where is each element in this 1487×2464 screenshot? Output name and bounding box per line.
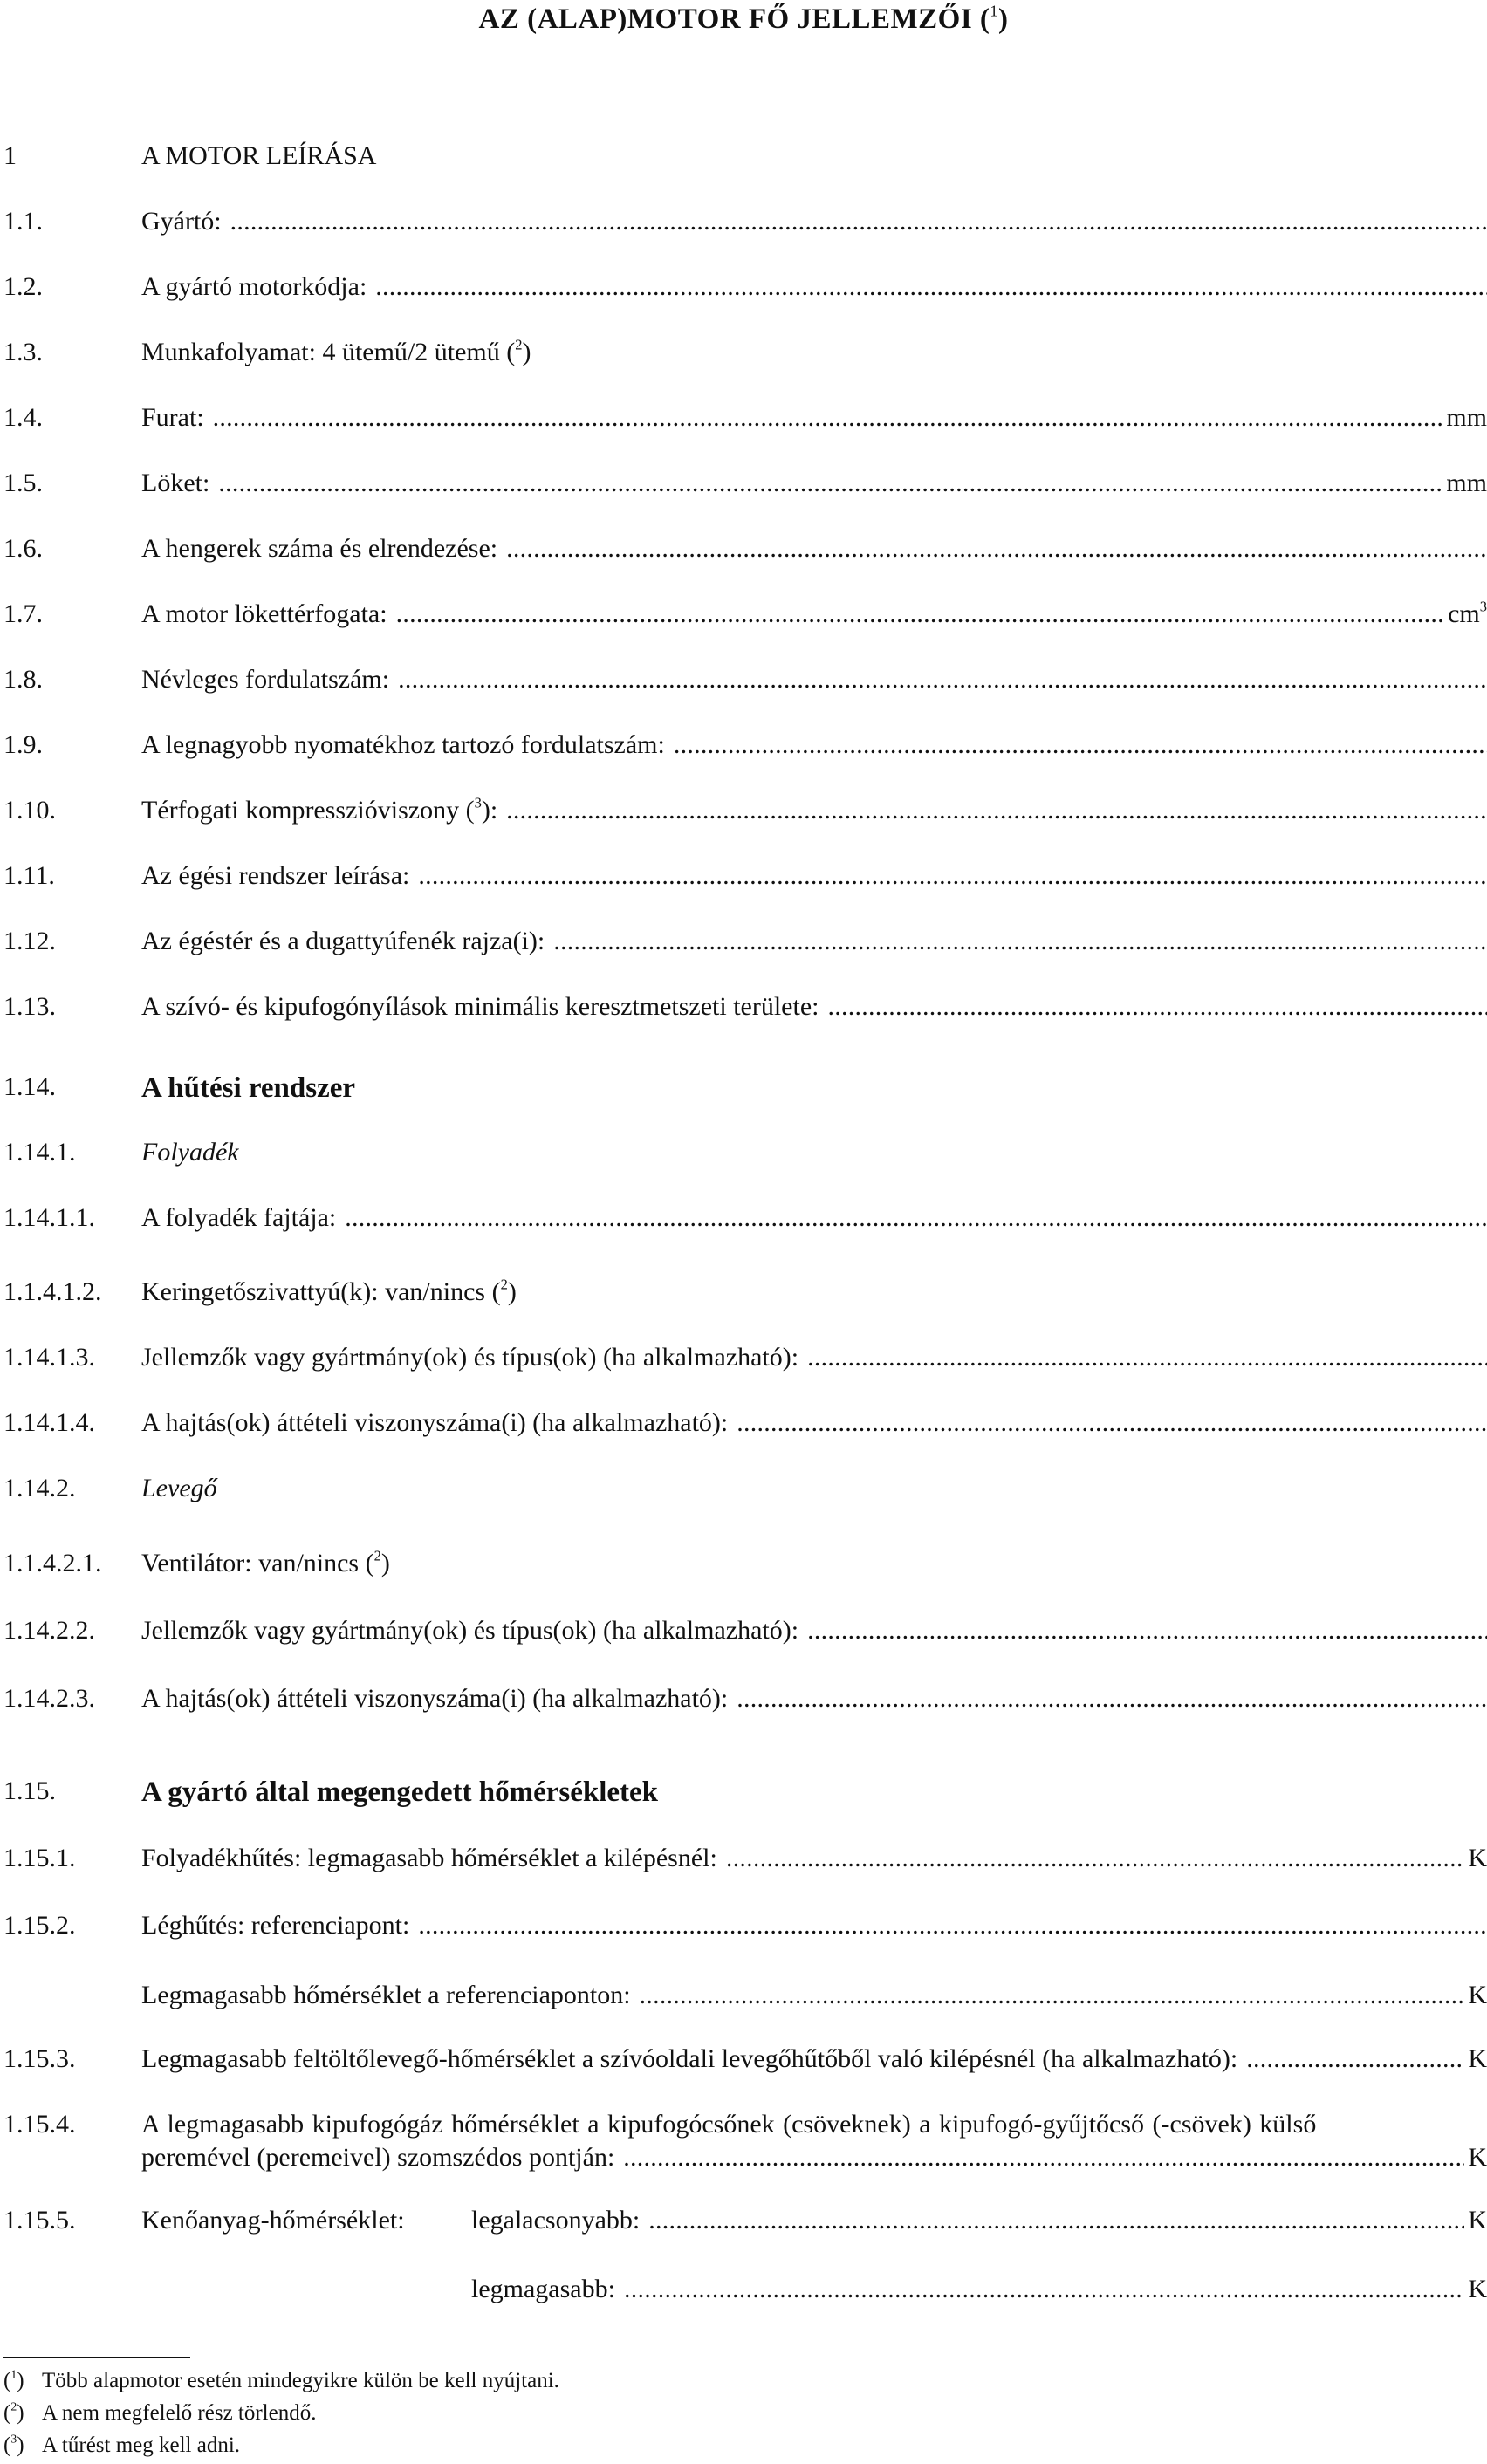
fill-in-dots[interactable] [396,598,1445,631]
item-number: 1.14.1.4. [3,1408,95,1437]
fill-in-dots[interactable] [398,663,1487,696]
item-label: Jellemzők vagy gyártmány(ok) és típus(ok) (ha alkalmazható): [141,1343,799,1372]
item-number: 1.5. [3,469,43,497]
fill-in-dots[interactable] [623,2141,1464,2174]
item-number: 1.14.2.3. [3,1684,95,1713]
item-label-line1: A legmagasabb kipufogógáz hőmérséklet a kipufogócsőnek (csöveknek) a kipufogó-gyűjtőcső (-csövek) külső [141,2110,1317,2139]
sub-label-max: legmagasabb: [471,2275,615,2303]
item-label: Jellemzők vagy gyártmány(ok) és típus(ok) (ha alkalmazható): [141,1616,799,1645]
item-label: Keringetőszivattyú(k): van/nincs [141,1277,486,1306]
fill-in-dots[interactable] [213,401,1443,435]
fill-in-dots[interactable] [737,1682,1487,1715]
unit-label: $cm^3$ [1448,598,1487,628]
item-number: 1.14.1. [3,1138,76,1167]
fill-in-dots[interactable] [624,2273,1464,2306]
item-label: Gyártó: [141,207,222,236]
fill-in-dots[interactable] [506,794,1487,827]
unit-label: mm [1446,403,1487,432]
footnote-3: ($^3$) A tűrést meg kell adni. [3,2432,241,2457]
unit-label: K [1468,1844,1487,1872]
item-label: Az égési rendszer leírása: [141,861,410,890]
item-label: A szívó- és kipufogónyílások minimális keresztmetszeti területe: [141,992,819,1021]
item-number: 1.14.2. [3,1474,76,1502]
item-number: 1.15.1. [3,1844,76,1872]
item-number: 1.8. [3,665,43,694]
unit-label: K [1468,2275,1487,2303]
unit-label: K [1468,1981,1487,2009]
footnote-ref: 2 [500,1276,508,1293]
item-number: 1 [3,141,17,170]
item-number: 1.14. [3,1072,56,1101]
fill-in-dots[interactable] [640,1979,1465,2012]
fill-in-dots[interactable] [1246,2043,1464,2076]
footnote-1: ($^1$) Több alapmotor esetén mindegyikre külön be kell nyújtani. [3,2367,559,2392]
item-label: Ventilátor: van/nincs [141,1549,360,1578]
item-number: 1.15. [3,1776,56,1805]
item-label: Térfogati kompresszióviszony ($^3$): [141,794,498,825]
item-number: 1.15.5. [3,2206,76,2235]
item-label: Legmagasabb hőmérséklet a referenciaponton: [141,1981,631,2009]
item-label: Munkafolyamat: 4 ütemű/2 ütemű [141,338,500,366]
item-label: A gyártó motorkódja: [141,272,367,301]
item-label: Folyadékhűtés: legmagasabb hőmérséklet a kilépésnél: [141,1844,717,1872]
item-number: 1.14.1.3. [3,1343,95,1372]
fill-in-dots[interactable] [218,467,1442,500]
unit-label: K [1468,2044,1487,2073]
section-title: A hűtési rendszer [141,1072,356,1104]
item-label: A motor lökettérfogata: [141,599,387,628]
fill-in-dots[interactable] [345,1201,1487,1235]
footnote-ref: 3 [474,794,482,811]
fill-in-dots[interactable] [506,532,1487,565]
item-label: A hajtás(ok) áttételi viszonyszáma(i) (ha alkalmazható): [141,1408,729,1437]
fill-in-dots[interactable] [553,925,1487,958]
section-title: A gyártó által megengedett hőmérsékletek [141,1776,659,1808]
item-label: Kenőanyag-hőmérséklet: [141,2206,405,2235]
item-label: Legmagasabb feltöltőlevegő-hőmérséklet a szívóoldali levegőhűtőből való kilépésnél (ha alkalmazható): [141,2044,1238,2073]
item-label: A hajtás(ok) áttételi viszonyszáma(i) (ha alkalmazható): [141,1684,729,1713]
fill-in-dots[interactable] [737,1407,1487,1440]
item-label: Névleges fordulatszám: [141,665,390,694]
item-number: 1.11. [3,861,55,890]
fill-in-dots[interactable] [375,270,1487,304]
item-label: Furat: [141,403,204,432]
item-label: A MOTOR LEÍRÁSA [141,141,377,170]
unit-label: K [1468,2206,1487,2235]
item-number: 1.14.1.1. [3,1203,95,1232]
footnote-ref: 2 [373,1547,381,1564]
page-title: AZ (ALAP)MOTOR FŐ JELLEMZŐI ($^1$) [478,2,1009,35]
item-number: 1.2. [3,272,43,301]
fill-in-dots[interactable] [648,2204,1464,2237]
unit-label: K [1468,2142,1487,2172]
fill-in-dots[interactable] [418,859,1487,893]
item-number: 1.9. [3,730,43,759]
fill-in-dots[interactable] [674,729,1487,762]
item-label: Löket: [141,469,210,497]
item-number: 1.6. [3,534,43,563]
item-number: 1.14.2.2. [3,1616,95,1645]
subsection-title: Folyadék [141,1138,239,1167]
fill-in-dots[interactable] [807,1614,1487,1647]
item-label: A folyadék fajtája: [141,1203,337,1232]
fill-in-dots[interactable] [807,1341,1487,1374]
footnote-ref: 2 [515,336,523,353]
sub-label-min: legalacsonyabb: [471,2206,641,2235]
fill-in-dots[interactable] [418,1909,1487,1942]
item-label: A legnagyobb nyomatékhoz tartozó fordulatszám: [141,730,665,759]
item-label: Az égéstér és a dugattyúfenék rajza(i): [141,927,545,955]
item-number: 1.4. [3,403,43,432]
item-number: 1.3. [3,338,43,366]
subsection-title: Levegő [141,1474,217,1502]
item-number: 1.10. [3,796,56,825]
item-number: 1.1.4.1.2. [3,1277,102,1306]
fill-in-dots[interactable] [726,1842,1465,1875]
footnote-2: ($^2$) A nem megfelelő rész törlendő. [3,2399,317,2425]
footnote-divider [3,2357,190,2358]
item-label: Léghűtés: referenciapont: [141,1911,410,1940]
item-number: 1.15.3. [3,2044,76,2073]
fill-in-dots[interactable] [827,990,1487,1023]
item-label-line2: peremével (peremeivel) szomszédos pontján: [141,2142,615,2172]
item-number: 1.1.4.2.1. [3,1549,102,1578]
item-number: 1.7. [3,599,43,628]
item-label: A hengerek száma és elrendezése: [141,534,498,563]
unit-label: mm [1446,469,1487,497]
fill-in-dots[interactable] [230,205,1487,238]
item-number: 1.15.2. [3,1911,76,1940]
item-number: 1.13. [3,992,56,1021]
item-number: 1.15.4. [3,2110,76,2139]
item-number: 1.1. [3,207,43,236]
item-number: 1.12. [3,927,56,955]
